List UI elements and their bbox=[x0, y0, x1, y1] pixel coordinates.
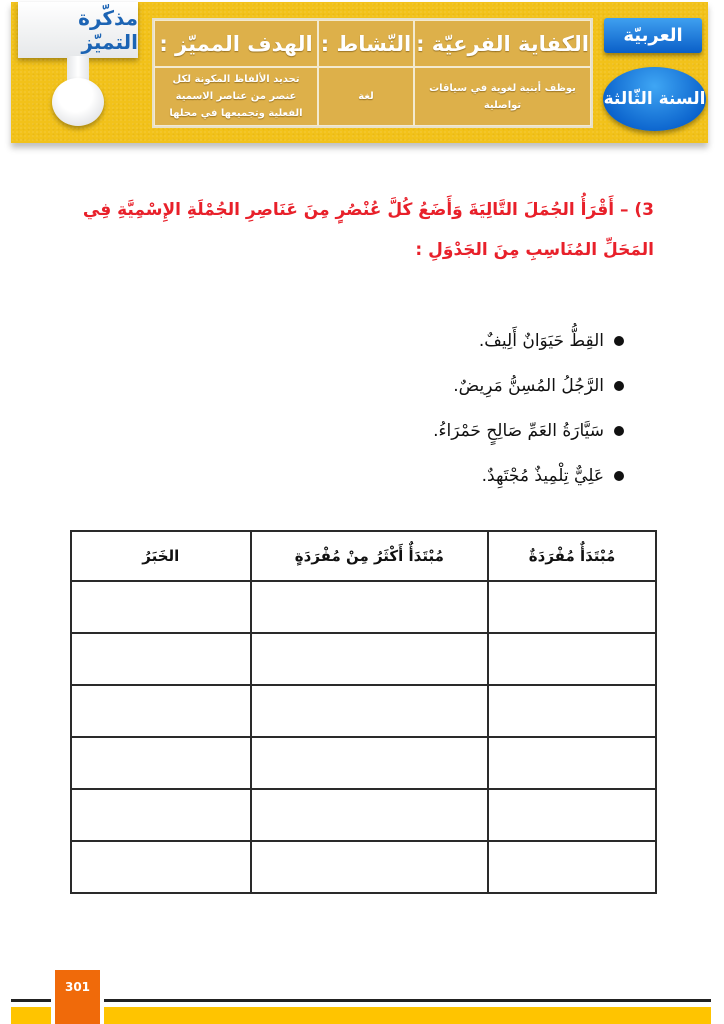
brand-tag-ball-icon bbox=[52, 78, 104, 126]
sentence-list bbox=[433, 318, 624, 498]
info-grid bbox=[152, 18, 593, 128]
bullet-icon bbox=[614, 471, 624, 481]
list-item bbox=[433, 408, 624, 453]
subject-badge: العربيّة bbox=[604, 18, 702, 53]
answer-cell[interactable] bbox=[71, 789, 251, 841]
grade-badge: السنة الثّالثة bbox=[603, 67, 706, 131]
footer-bar-right bbox=[104, 1007, 711, 1024]
bullet-icon bbox=[614, 381, 624, 391]
sentence-text: القِطُّ حَيَوَانٌ أَلِيفٌ. bbox=[478, 330, 604, 351]
competency-body: يوظف أبنية لغوية في سياقات تواصلية bbox=[414, 67, 591, 126]
answer-cell[interactable] bbox=[251, 737, 489, 789]
answer-cell[interactable] bbox=[71, 685, 251, 737]
competency-title: الكفاية الفرعيّة : bbox=[414, 20, 591, 67]
answer-cell[interactable] bbox=[71, 581, 251, 633]
activity-title: النّشاط : bbox=[318, 20, 414, 67]
header-single-subject: مُبْتَدَأٌ مُفْرَدَةٌ bbox=[488, 531, 656, 581]
table-row bbox=[71, 789, 656, 841]
page-number: 301 bbox=[55, 970, 100, 1024]
answer-cell[interactable] bbox=[251, 685, 489, 737]
sentence-text: عَلِيٌّ تِلْمِيذٌ مُجْتَهِدٌ. bbox=[481, 465, 604, 486]
answer-cell[interactable] bbox=[251, 789, 489, 841]
activity-body: لغة bbox=[318, 67, 414, 126]
sentence-text: سَيَّارَةُ العَمِّ صَالِحٍ حَمْرَاءُ. bbox=[433, 420, 604, 441]
answer-cell[interactable] bbox=[488, 685, 656, 737]
answer-cell[interactable] bbox=[488, 737, 656, 789]
table-header-row bbox=[71, 531, 656, 581]
answer-cell[interactable] bbox=[251, 633, 489, 685]
bullet-icon bbox=[614, 336, 624, 346]
answer-cell[interactable] bbox=[488, 789, 656, 841]
table-row bbox=[71, 841, 656, 893]
exercise-instruction: 3) – أَقْرَأُ الجُمَلَ التَّالِيَةَ وَأَضَعُ كُلَّ عُنْصُرٍ مِنَ عَنَاصِرِ الجُمْلَةِ الإِسْمِيَّةِ فِي المَحَلِّ المُنَاسِبِ مِنَ الجَدْوَلِ : bbox=[82, 200, 654, 260]
footer-bar-left bbox=[11, 1007, 51, 1024]
answer-cell[interactable] bbox=[71, 841, 251, 893]
answer-cell[interactable] bbox=[71, 633, 251, 685]
table-row bbox=[71, 685, 656, 737]
sentence-text: الرَّجُلُ المُسِنُّ مَرِيضٌ. bbox=[453, 375, 604, 396]
footer-rule-right bbox=[104, 999, 711, 1002]
header-multi-subject: مُبْتَدَأٌ أَكْثَرُ مِنْ مُفْرَدَةٍ bbox=[251, 531, 489, 581]
answer-cell[interactable] bbox=[488, 633, 656, 685]
list-item bbox=[433, 363, 624, 408]
target-body: تحديد الألفاظ المكونة لكل عنصر من عناصر الاسمية الفعلية وتجميعها في محلها bbox=[154, 67, 318, 126]
table-row bbox=[71, 633, 656, 685]
target-title: الهدف المميّز : bbox=[154, 20, 318, 67]
header-predicate: الخَبَرُ bbox=[71, 531, 251, 581]
footer-rule-left bbox=[11, 999, 51, 1002]
answer-table bbox=[70, 530, 657, 894]
answer-cell[interactable] bbox=[488, 581, 656, 633]
answer-cell[interactable] bbox=[71, 737, 251, 789]
table-row bbox=[71, 581, 656, 633]
bullet-icon bbox=[614, 426, 624, 436]
table-row bbox=[71, 737, 656, 789]
list-item bbox=[433, 318, 624, 363]
answer-cell[interactable] bbox=[488, 841, 656, 893]
list-item bbox=[433, 453, 624, 498]
answer-cell[interactable] bbox=[251, 581, 489, 633]
answer-cell[interactable] bbox=[251, 841, 489, 893]
brand-label: مذكّرة التميّز bbox=[18, 2, 138, 58]
